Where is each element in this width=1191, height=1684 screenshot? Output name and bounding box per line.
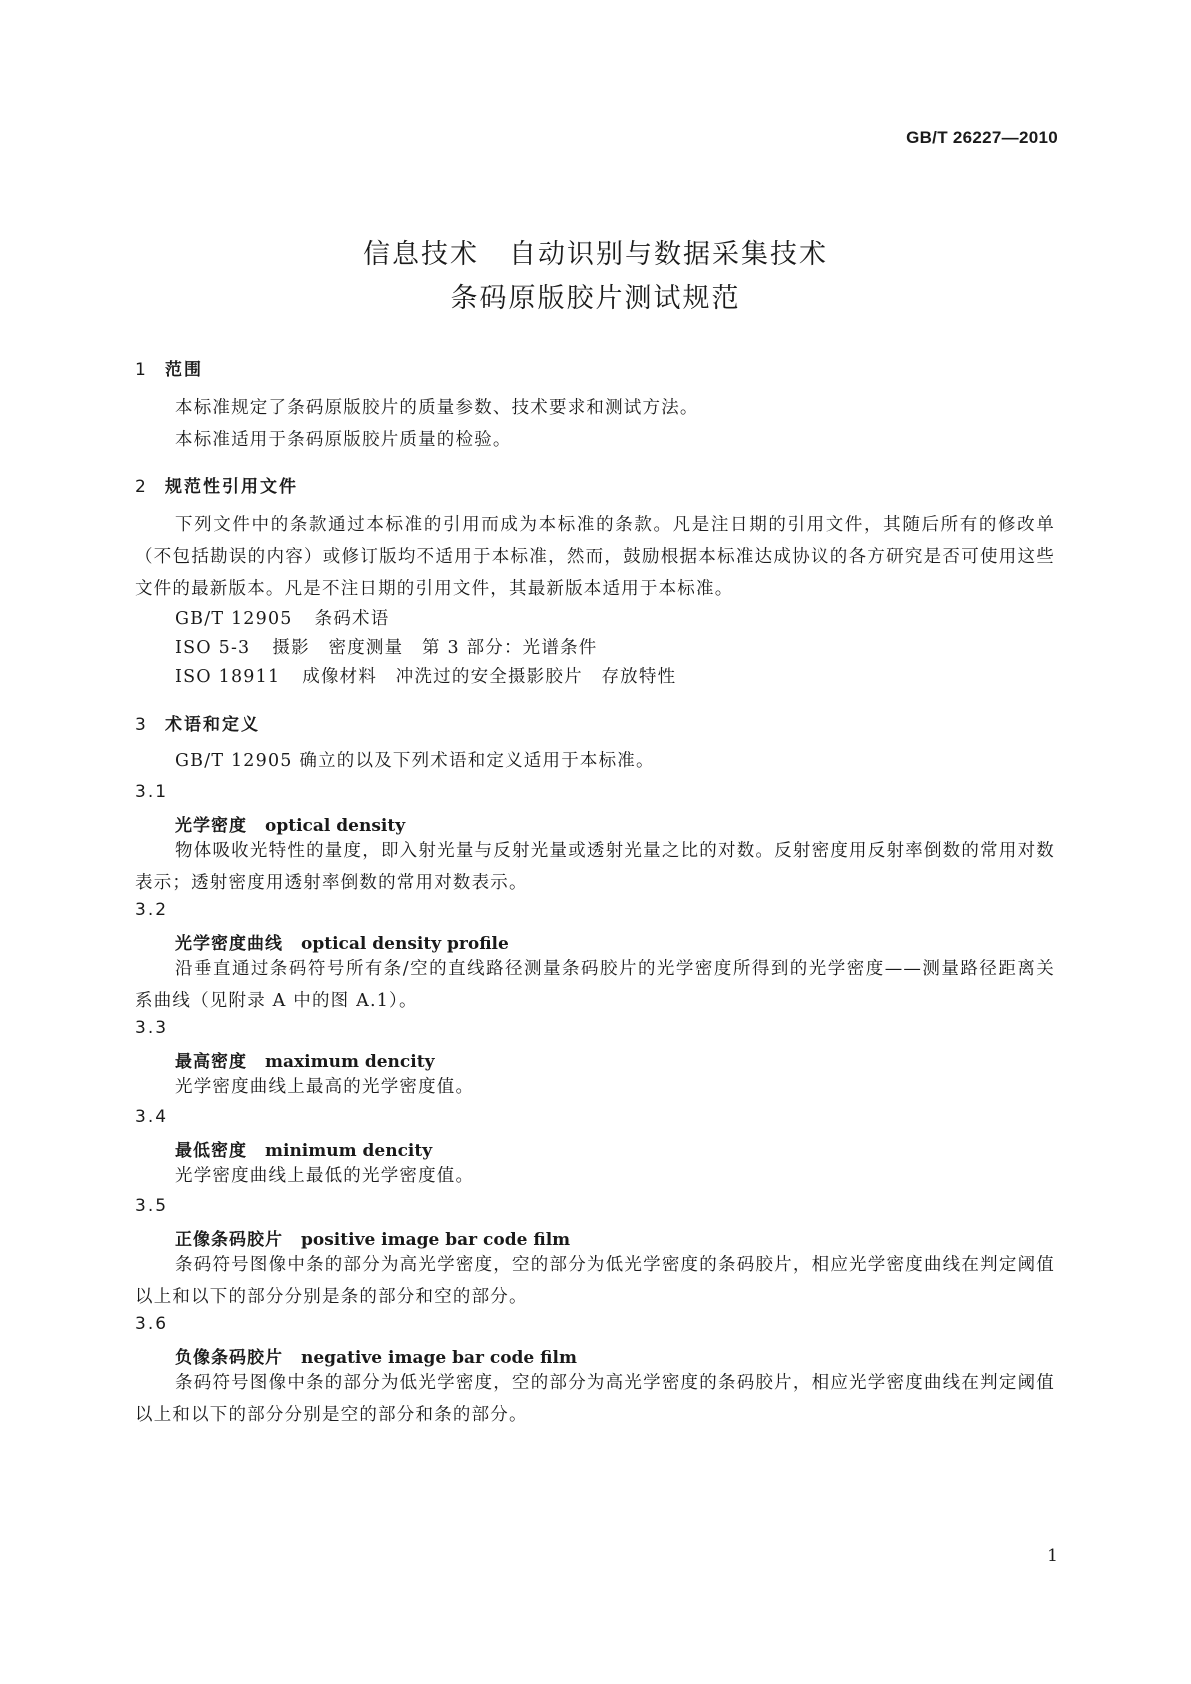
title-part-2: 自动识别与数据采集技术 — [509, 239, 828, 270]
reference-code: GB/T 12905 — [175, 609, 293, 629]
term-en: negative image bar code film — [301, 1348, 577, 1368]
term-en: optical density — [265, 816, 406, 836]
term-en: optical density profile — [301, 934, 509, 954]
reference-title: 条码术语 — [314, 609, 390, 629]
term-heading — [175, 1225, 570, 1250]
term-definition: 光学密度曲线上最高的光学密度值。 — [175, 1077, 475, 1097]
term-number: 3.5 — [135, 1196, 169, 1216]
term-en: positive image bar code film — [301, 1230, 571, 1250]
term-number: 3.2 — [135, 900, 169, 920]
term-en: maximum dencity — [265, 1052, 435, 1072]
term-heading — [175, 929, 509, 954]
term-zh: 最高密度 — [175, 1052, 247, 1072]
section-2-paragraph: 下列文件中的条款通过本标准的引用而成为本标准的条款。凡是注日期的引用文件，其随后所有的修改单（不包括勘误的内容）或修订版均不适用于本标准，然而，鼓励根据本标准达成协议的各方研究是否可使用这些文件的最新版本。凡是不注日期的引用文件，其最新版本适用于本标准。 — [135, 515, 1055, 599]
section-title: 范围 — [165, 360, 203, 380]
reference-2 — [175, 634, 597, 659]
title-line-1 — [0, 232, 1191, 271]
term-definition: 沿垂直通过条码符号所有条/空的直线路径测量条码胶片的光学密度所得到的光学密度——测量路径距离关系曲线（见附录 A 中的图 A.1）。 — [135, 959, 1055, 1011]
reference-1 — [175, 605, 389, 630]
term-heading — [175, 1343, 577, 1368]
reference-code: ISO 18911 — [175, 667, 281, 687]
section-number: 3 — [135, 715, 148, 735]
reference-3 — [175, 663, 676, 688]
term-number: 3.6 — [135, 1314, 169, 1334]
page-number: 1 — [1047, 1546, 1058, 1566]
term-heading — [175, 1047, 434, 1072]
term-en: minimum dencity — [265, 1141, 433, 1161]
term-heading — [175, 1136, 432, 1161]
section-2-heading — [135, 472, 298, 497]
term-zh: 最低密度 — [175, 1141, 247, 1161]
section-1-paragraph-1: 本标准规定了条码原版胶片的质量参数、技术要求和测试方法。 — [175, 398, 699, 418]
section-3-heading — [135, 710, 260, 735]
standard-code: GB/T 26227—2010 — [906, 128, 1058, 147]
term-definition: 条码符号图像中条的部分为高光学密度，空的部分为低光学密度的条码胶片，相应光学密度曲线在判定阈值以上和以下的部分分别是条的部分和空的部分。 — [135, 1255, 1055, 1307]
section-1-heading — [135, 355, 203, 380]
section-3-paragraph: GB/T 12905 确立的以及下列术语和定义适用于本标准。 — [175, 751, 655, 771]
title-part-1: 信息技术 — [363, 239, 479, 270]
title-line-2: 条码原版胶片测试规范 — [450, 283, 741, 314]
reference-title: 摄影 密度测量 第 3 部分：光谱条件 — [272, 638, 598, 658]
term-number: 3.3 — [135, 1018, 169, 1038]
reference-title: 成像材料 冲洗过的安全摄影胶片 存放特性 — [302, 667, 677, 687]
term-number: 3.4 — [135, 1107, 169, 1127]
term-definition: 物体吸收光特性的量度，即入射光量与反射光量或透射光量之比的对数。反射密度用反射率倒数的常用对数表示；透射密度用透射率倒数的常用对数表示。 — [135, 841, 1055, 893]
section-title: 术语和定义 — [165, 715, 260, 735]
section-1-paragraph-2: 本标准适用于条码原版胶片质量的检验。 — [175, 430, 512, 450]
term-heading — [175, 811, 405, 836]
term-definition: 光学密度曲线上最低的光学密度值。 — [175, 1166, 475, 1186]
section-title: 规范性引用文件 — [165, 477, 298, 497]
term-zh: 负像条码胶片 — [175, 1348, 283, 1368]
term-zh: 正像条码胶片 — [175, 1230, 283, 1250]
term-definition: 条码符号图像中条的部分为低光学密度，空的部分为高光学密度的条码胶片，相应光学密度曲线在判定阈值以上和以下的部分分别是空的部分和条的部分。 — [135, 1373, 1055, 1425]
reference-code: ISO 5-3 — [175, 638, 251, 658]
section-number: 2 — [135, 477, 148, 497]
term-number: 3.1 — [135, 782, 169, 802]
term-zh: 光学密度 — [175, 816, 247, 836]
term-zh: 光学密度曲线 — [175, 934, 283, 954]
section-number: 1 — [135, 360, 148, 380]
